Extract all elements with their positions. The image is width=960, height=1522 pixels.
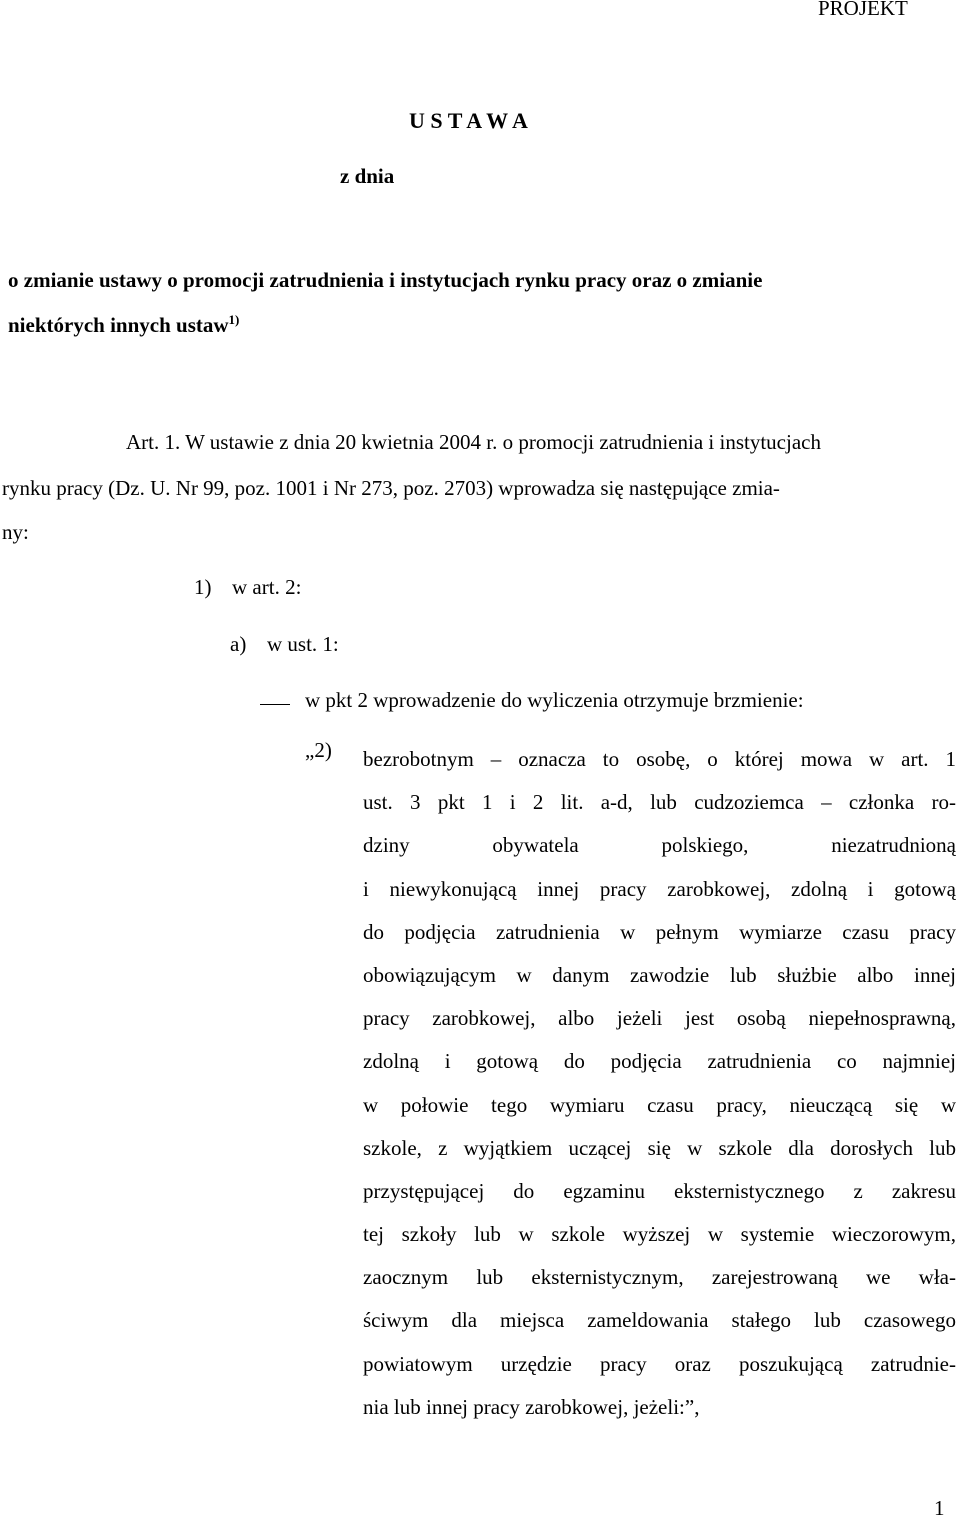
footnote-reference: 1) xyxy=(228,312,240,327)
point-1-number: 1) xyxy=(194,575,212,599)
definition-line: obowiązującym w danym zawodzie lub służbie albo innej xyxy=(363,962,956,987)
definition-line: do podjęcia zatrudnienia w pełnym wymiarze czasu pracy xyxy=(363,919,956,944)
definition-line: pracy zarobkowej, albo jeżeli jest osobą niepełnosprawną, xyxy=(363,1006,956,1031)
definition-line: w połowie tego wymiaru czasu pracy, nieuczącą się w xyxy=(363,1092,956,1117)
point-1-text: w art. 2: xyxy=(232,575,302,599)
page-number: 1 xyxy=(934,1496,945,1520)
definition-line: dziny obywatela polskiego, niezatrudnioną xyxy=(363,833,956,858)
definition-line: ust. 3 pkt 1 i 2 lit. a-d, lub cudzoziemca – członka ro- xyxy=(363,790,956,815)
dash-marker xyxy=(260,704,290,705)
definition-line: nia lub innej pracy zarobkowej, jeżeli:”, xyxy=(363,1394,700,1419)
letter-a-text: w ust. 1: xyxy=(267,632,339,656)
article-line-2: rynku pracy (Dz. U. Nr 99, poz. 1001 i Nr 273, poz. 2703) wprowadza się następujące zmia- xyxy=(2,476,780,500)
subject-line-2 xyxy=(8,313,239,338)
act-title: U S T A W A xyxy=(409,108,528,133)
definition-line: tej szkoły lub w szkole wyższej w systemie wieczorowym, xyxy=(363,1222,956,1247)
definition-line: przystępującej do egzaminu eksternistycznego z zakresu xyxy=(363,1178,956,1203)
subject-line-1: o zmianie ustawy o promocji zatrudnienia i instytucjach rynku pracy oraz o zmianie xyxy=(8,268,763,292)
quoted-point-number: „2) xyxy=(305,738,332,762)
article-line-1: Art. 1. W ustawie z dnia 20 kwietnia 2004 r. o promocji zatrudnienia i instytucjach xyxy=(126,430,821,454)
letter-a-number: a) xyxy=(230,632,247,656)
subject-line-2-text: niektórych innych ustaw xyxy=(8,313,229,337)
definition-line: powiatowym urzędzie pracy oraz poszukującą zatrudnie- xyxy=(363,1351,956,1376)
project-label: PROJEKT xyxy=(818,0,908,20)
dash-text: w pkt 2 wprowadzenie do wyliczenia otrzymuje brzmienie: xyxy=(305,688,804,712)
definition-line: szkole, z wyjątkiem uczącej się w szkole dla dorosłych lub xyxy=(363,1135,956,1160)
definition-line: ściwym dla miejsca zameldowania stałego lub czasowego xyxy=(363,1308,956,1333)
act-date: z dnia xyxy=(340,164,395,188)
definition-line: i niewykonującą innej pracy zarobkowej, zdolną i gotową xyxy=(363,876,956,901)
definition-line: zaocznym lub eksternistycznym, zarejestrowaną we wła- xyxy=(363,1265,956,1290)
definition-line: bezrobotnym – oznacza to osobę, o której mowa w art. 1 xyxy=(363,747,956,771)
definition-line: zdolną i gotową do podjęcia zatrudnienia co najmniej xyxy=(363,1049,956,1074)
definition-paragraph xyxy=(363,738,956,1429)
article-line-3: ny: xyxy=(2,520,29,544)
